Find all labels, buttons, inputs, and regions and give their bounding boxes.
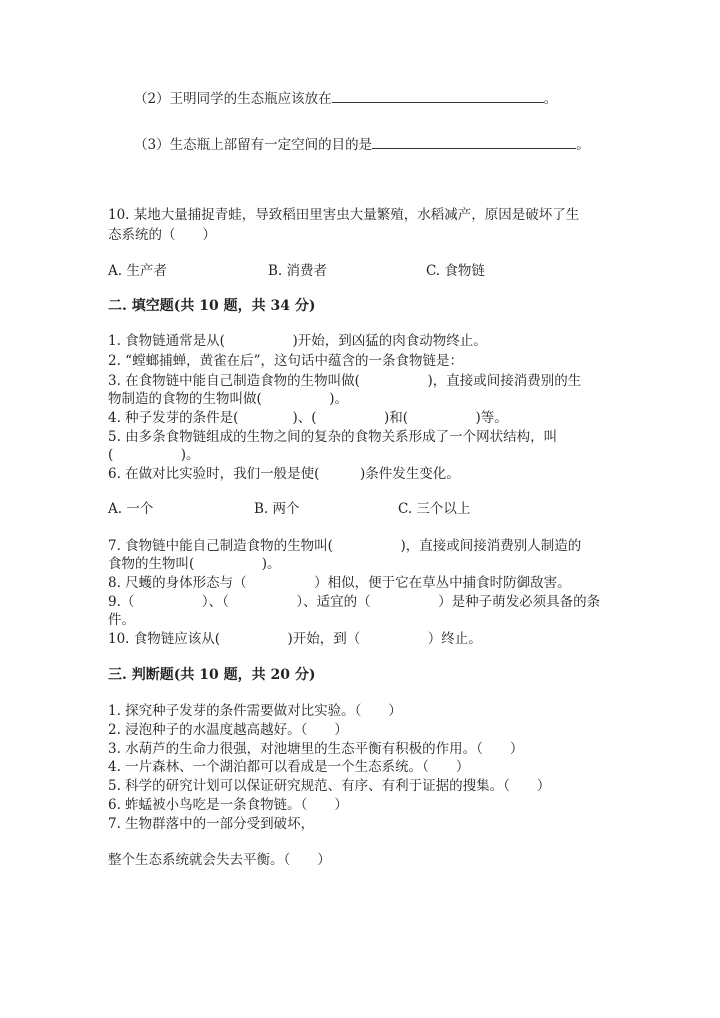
section2-title: 二. 填空题(共 10 题，共 34 分): [108, 298, 316, 314]
judge-line: 6. 蚱蜢被小鸟吃是一条食物链。（ ）: [108, 797, 348, 813]
q10-line2: 态系统的（ ）: [108, 227, 216, 243]
q10-option-b[interactable]: B. 消费者: [268, 263, 328, 279]
judge-line: 7. 生物群落中的一部分受到破坏，: [108, 816, 315, 832]
fill-line: 9.（ ）、（ ）、适宜的（ ）是种子萌发必须具备的条: [108, 594, 601, 610]
judge-line: 3. 水葫芦的生命力很强，对池塘里的生态平衡有积极的作用。（ ）: [108, 741, 524, 757]
q6-option-b[interactable]: B. 两个: [254, 501, 300, 517]
q10-line1: 10. 某地大量捕捉青蛙，导致稻田里害虫大量繁殖，水稻减产，原因是破坏了生: [108, 207, 580, 223]
q6-option-a[interactable]: A. 一个: [108, 501, 154, 517]
judge-line: 2. 浸泡种子的水温度越高越好。（ ）: [108, 722, 348, 738]
fill-line: 物制造的食物的生物叫做( )。: [108, 391, 349, 407]
fill-line: 1. 食物链通常是从( )开始，到凶猛的肉食动物终止。: [108, 333, 487, 349]
q9-part2: [134, 88, 557, 108]
judge-line: 整个生态系统就会失去平衡。（ ）: [108, 852, 331, 868]
answer-blank[interactable]: [332, 88, 544, 103]
q9-part3-suffix: 。: [576, 137, 590, 153]
fill-line: 8. 尺蠖的身体形态与（ ）相似，便于它在草丛中捕食时防御敌害。: [108, 575, 571, 591]
q6-option-c[interactable]: C. 三个以上: [398, 501, 471, 517]
fill-line: 食物的生物叫( )。: [108, 556, 281, 572]
q9-part2-suffix: 。: [543, 91, 558, 107]
fill-line: 4. 种子发芽的条件是( )、( )和( )等。: [108, 410, 508, 426]
judge-line: 1. 探究种子发芽的条件需要做对比实验。（ ）: [108, 703, 402, 719]
judge-line: 5. 科学的研究计划可以保证研究规范、有序、有利于证据的搜集。（ ）: [108, 778, 551, 794]
fill-line: ( )。: [108, 447, 200, 463]
section3-title: 三. 判断题(共 10 题，共 20 分): [108, 667, 316, 683]
fill-line: 6. 在做对比实验时，我们一般是使( )条件发生变化。: [108, 466, 460, 482]
q10-option-a[interactable]: A. 生产者: [108, 263, 167, 279]
judge-line: 4. 一片森林、一个湖泊都可以看成是一个生态系统。（ ）: [108, 759, 470, 775]
answer-blank[interactable]: [372, 134, 576, 149]
q9-part3-text: （3）生态瓶上部留有一定空间的目的是: [134, 137, 373, 153]
q9-part2-text: （2）王明同学的生态瓶应该放在: [134, 91, 332, 107]
fill-line: 7. 食物链中能自己制造食物的生物叫( )，直接或间接消费别人制造的: [108, 538, 582, 554]
fill-line: 3. 在食物链中能自己制造食物的生物叫做( )，直接或间接消费别的生: [108, 373, 582, 389]
q10-option-c[interactable]: C. 食物链: [426, 263, 485, 279]
fill-line: 10. 食物链应该从( )开始，到（ ）终止。: [108, 631, 482, 647]
fill-line: 件。: [108, 612, 135, 628]
fill-line: 2. “螳螂捕蝉，黄雀在后”，这句话中蕴含的一条食物链是：: [108, 353, 463, 369]
q9-part3: [134, 134, 590, 154]
fill-line: 5. 由多条食物链组成的生物之间的复杂的食物关系形成了一个网状结构，叫: [108, 429, 558, 445]
